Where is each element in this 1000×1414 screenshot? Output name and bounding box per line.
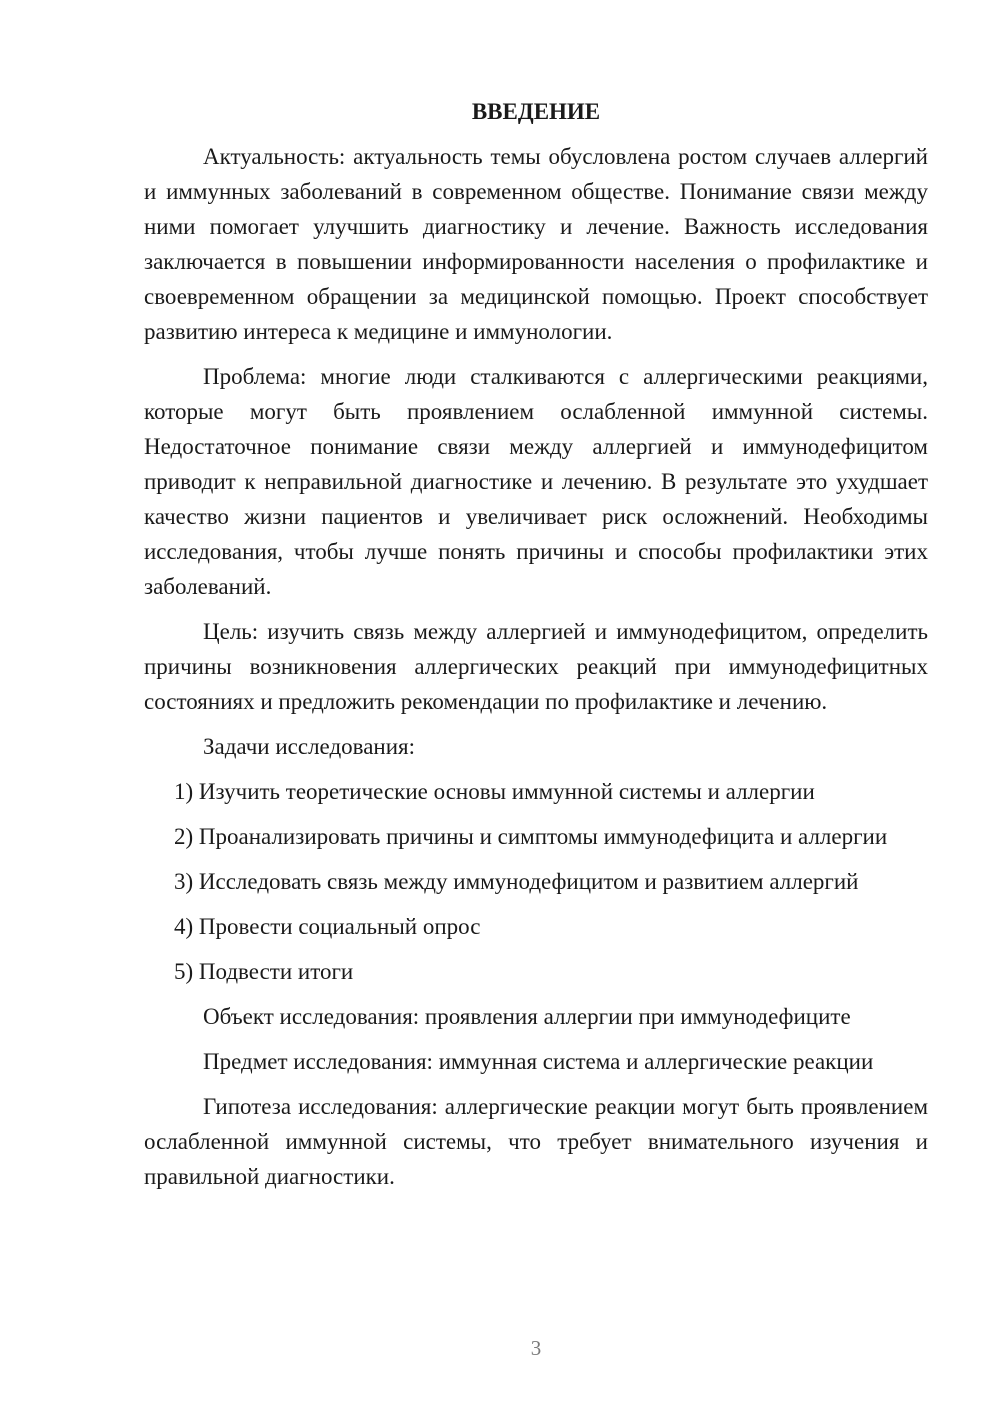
task-item-4: 4) Провести социальный опрос [174,914,481,939]
page-number: 3 [530,1336,542,1360]
task-item-3: 3) Исследовать связь между иммунодефицитом и развитием аллергий [174,869,859,894]
research-object: Объект исследования: проявления аллергии при иммунодефиците [203,1004,851,1029]
section-heading: ВВЕДЕНИЕ [471,99,601,124]
document-body [144,94,928,1204]
problem-paragraph: Проблема: многие люди сталкиваются с аллергическими реакциями, которые могут быть проявлением ослабленной иммунной системы. Недостаточное понимание связи между аллергией и иммунодефицитом приводит к неправильной диагностике и лечению. В результате это ухудшает качество жизни пациентов и увеличивает риск осложнений. Необходимы исследования, чтобы лучше понять причины и способы профилактики этих заболеваний. [144,364,928,599]
task-item-1: 1) Изучить теоретические основы иммунной системы и аллергии [174,779,815,804]
relevance-paragraph: Актуальность: актуальность темы обусловлена ростом случаев аллергий и иммунных заболеваний в современном обществе. Понимание связи между ними помогает улучшить диагностику и лечение. Важность исследования заключается в повышении информированности населения о профилактике и своевременном обращении за медицинской помощью. Проект способствует развитию интереса к медицине и иммунологии. [144,144,928,344]
hypothesis-paragraph: Гипотеза исследования: аллергические реакции могут быть проявлением ослабленной иммунной системы, что требует внимательного изучения и правильной диагностики. [144,1094,928,1189]
task-item-5: 5) Подвести итоги [174,959,354,984]
task-item-2: 2) Проанализировать причины и симптомы иммунодефицита и аллергии [174,824,888,849]
tasks-title: Задачи исследования: [203,734,416,759]
research-subject: Предмет исследования: иммунная система и аллергические реакции [203,1049,874,1074]
goal-paragraph: Цель: изучить связь между аллергией и иммунодефицитом, определить причины возникновения аллергических реакций при иммунодефицитных состояниях и предложить рекомендации по профилактике и лечению. [144,619,928,714]
